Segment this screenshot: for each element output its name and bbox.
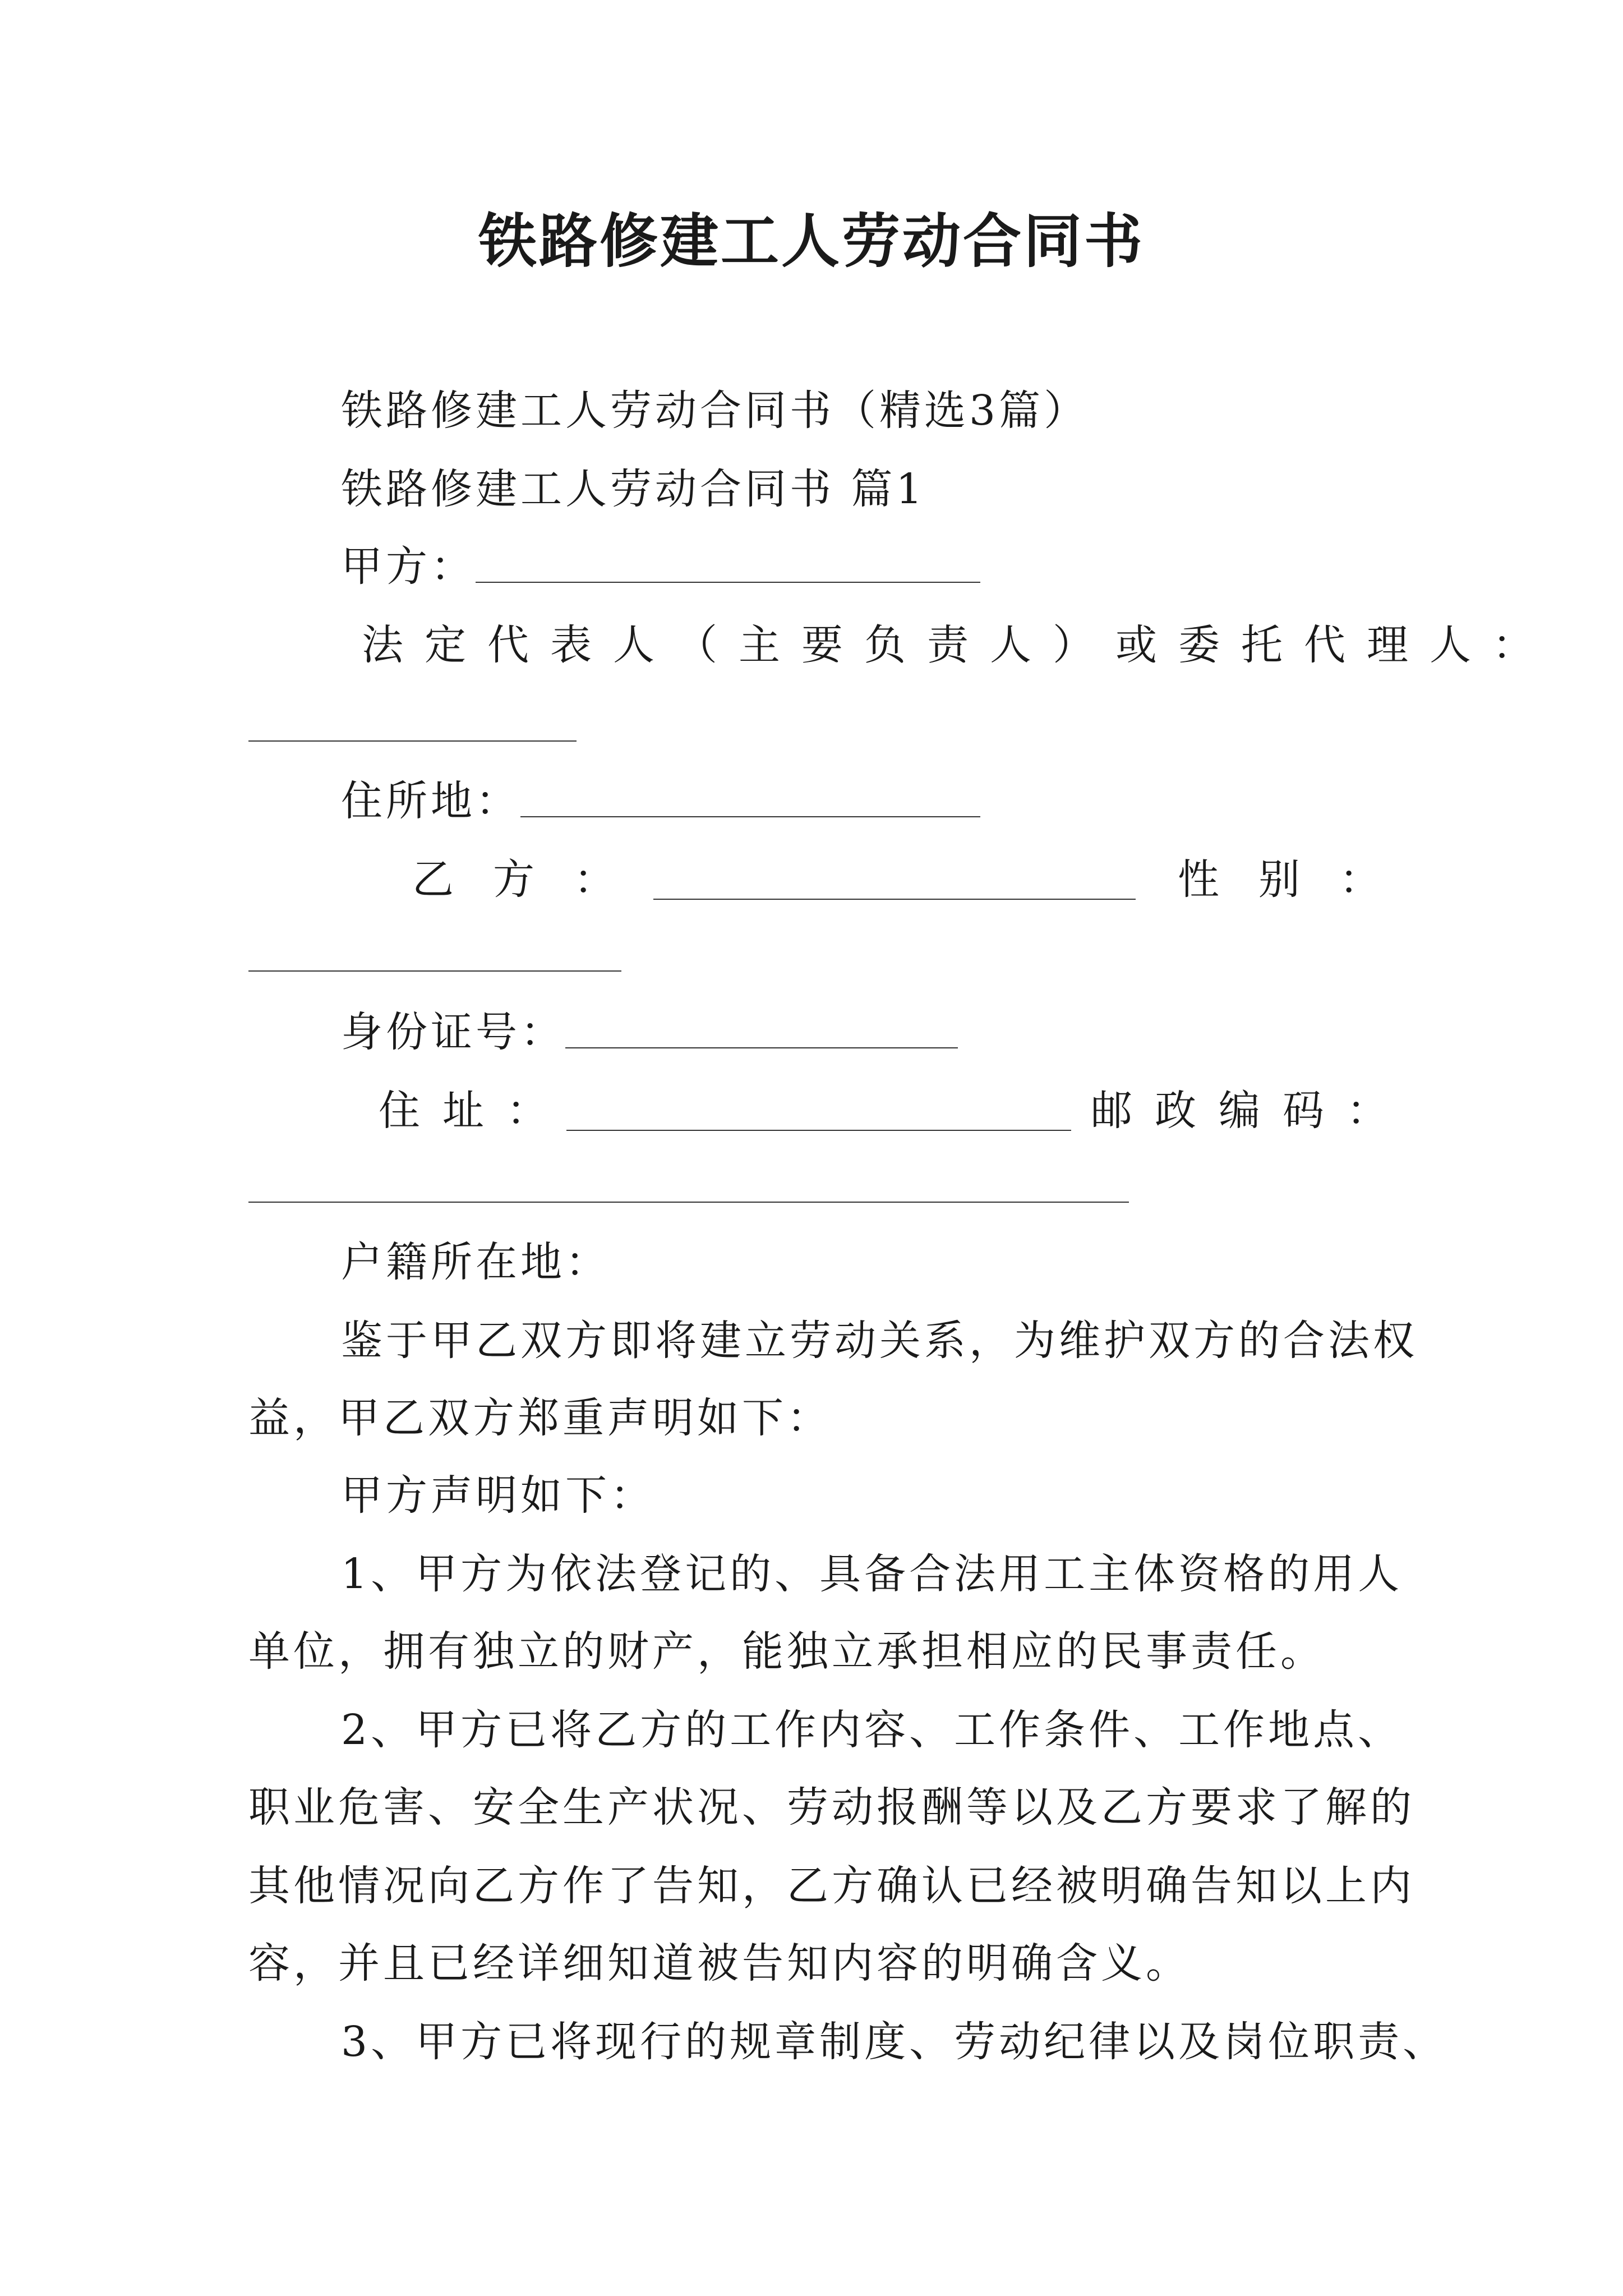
id-number-blank [565, 1008, 958, 1048]
domicile-row [341, 773, 980, 829]
item2-line-2: 职业危害、安全生产状况、劳动报酬等以及乙方要求了解的 [248, 1783, 1415, 1832]
gender-blank [248, 970, 621, 972]
address-row [379, 1083, 1410, 1139]
party-a-label: 甲方： [341, 542, 476, 591]
party-b-blank [653, 859, 1136, 900]
section-heading: 铁路修建工人劳动合同书 篇1 [341, 465, 926, 513]
item2-line-4: 容，并且已经详细知道被告知内容的明确含义。 [248, 1939, 1191, 1987]
household-label: 户籍所在地： [341, 1238, 610, 1286]
intro-line-1: 鉴于甲乙双方即将建立劳动关系，为维护双方的合法权 [341, 1317, 1418, 1365]
intro-line-2: 益，甲乙双方郑重声明如下： [248, 1394, 832, 1442]
domicile-label: 住所地： [341, 777, 520, 825]
document-title: 铁路修建工人劳动合同书 [478, 206, 1145, 275]
postal-code-blank [248, 1202, 1129, 1203]
domicile-blank [520, 777, 980, 817]
party-a-blank [476, 542, 980, 583]
item1-line-1: 1、甲方为依法登记的、具备合法用工主体资格的用人 [341, 1550, 1403, 1598]
id-number-row [341, 1004, 958, 1060]
item2-line-3: 其他情况向乙方作了告知，乙方确认已经被明确告知以上内 [248, 1862, 1415, 1910]
party-b-label: 乙方： [412, 855, 654, 904]
item3-line-1: 3、甲方已将现行的规章制度、劳动纪律以及岗位职责、 [341, 2018, 1448, 2066]
party-a-row [341, 539, 980, 595]
item1-line-2: 单位，拥有独立的财产，能独立承担相应的民事责任。 [248, 1627, 1325, 1676]
party-a-declares: 甲方声明如下： [341, 1471, 655, 1520]
legal-rep-row [362, 617, 1555, 673]
id-number-label: 身份证号： [341, 1008, 565, 1056]
document-subtitle: 铁路修建工人劳动合同书（精选3篇） [341, 386, 1089, 435]
postal-code-label: 邮政编码： [1091, 1087, 1410, 1135]
address-label: 住址： [379, 1087, 570, 1135]
address-blank [566, 1091, 1071, 1131]
gender-label: 性别： [1178, 855, 1420, 904]
legal-rep-label: 法定代表人（主要负责人）或委托代理人： [362, 621, 1555, 669]
item2-line-1: 2、甲方已将乙方的工作内容、工作条件、工作地点、 [341, 1706, 1403, 1754]
legal-rep-blank [248, 740, 577, 742]
party-b-row [412, 852, 1420, 908]
